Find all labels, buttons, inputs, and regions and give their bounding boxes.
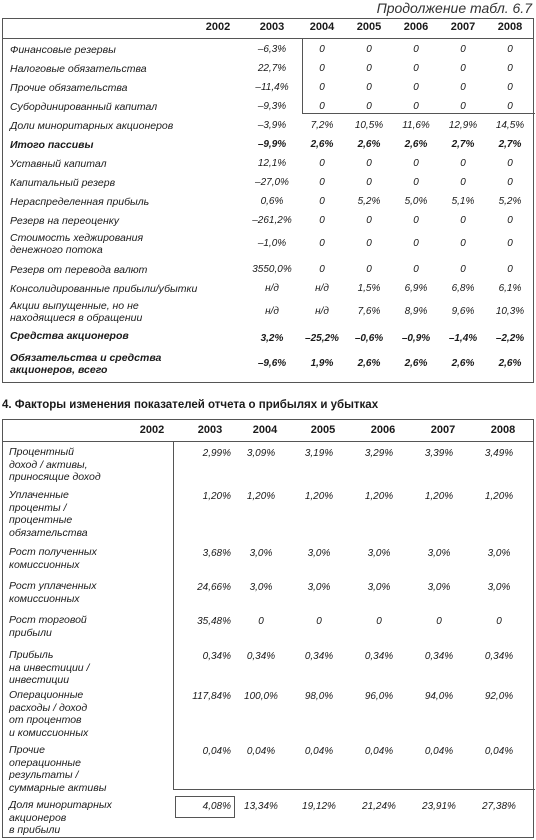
cell-value: 0 [316,616,322,627]
table-row [3,135,533,154]
cell-value: 0 [460,63,466,74]
cell-value: 1,9% [310,358,334,369]
cell-value: 3,39% [424,448,454,459]
cell-value: 3,0% [487,582,511,593]
cell-value: 0 [319,196,325,207]
cell-value: –27,0% [255,177,289,188]
balance-forecast-table [2,18,534,383]
cell-value: –0,6% [354,333,384,344]
cell-value: 12,9% [448,120,478,131]
cell-value: –3,9% [257,120,287,131]
cell-value: 21,24% [362,801,396,812]
row-label: Субординированный капитал [10,101,158,113]
cell-value: 0,6% [260,196,284,207]
cell-value: 96,0% [364,691,394,702]
row-label: Итого пассивы [10,139,94,151]
table-header [3,19,533,39]
cell-value: 1,20% [202,491,231,502]
cell-value: 0 [496,616,502,627]
row-divider [173,789,535,790]
cell-value: 5,1% [451,196,475,207]
cell-value: 0 [376,616,382,627]
row-label: Прибыль на инвестиции / инвестиции [9,649,90,686]
cell-value: 0,34% [424,651,454,662]
table-row [3,350,533,378]
cell-value: 0 [366,63,372,74]
cell-value: 13,34% [244,801,278,812]
cell-value: 0,34% [246,651,276,662]
row-label: Акции выпущенные, но не находящиеся в обращении [10,300,143,324]
cell-value: 35,48% [197,616,231,627]
cell-value: –0,9% [401,333,431,344]
table-row [3,211,533,230]
cell-value: 1,5% [357,283,381,294]
cell-value: 94,0% [424,691,454,702]
cell-value: 0 [366,44,372,55]
year-header: 2003 [197,424,223,436]
row-label: Уплаченные проценты / процентные обязательства [9,489,88,539]
table-row [3,78,533,97]
income-factors-table [2,419,534,838]
cell-value: 0 [460,238,466,249]
cell-value: 117,84% [192,691,231,702]
cell-value: 2,7% [451,139,475,150]
cell-value: –1,4% [448,333,478,344]
row-label: Финансовые резервы [10,44,116,56]
cell-value: –25,2% [305,333,339,344]
cell-value: 0 [507,158,513,169]
cell-value: 0 [319,63,325,74]
cell-value: 3,0% [367,582,391,593]
cell-value: 0 [507,101,513,112]
cell-value: 0 [366,158,372,169]
cell-value: 0 [413,215,419,226]
cell-value: 92,0% [484,691,514,702]
cell-value: 5,2% [357,196,381,207]
year-header: 2005 [310,424,336,436]
table-row [3,298,533,326]
cell-value: 3,68% [202,548,231,559]
cell-value: 1,20% [424,491,454,502]
cell-value: 0 [436,616,442,627]
cell-value: –9,6% [257,358,287,369]
table-caption: Продолжение табл. 6.7 [376,0,532,16]
row-label: Средства акционеров [10,330,129,342]
cell-value: 27,38% [482,801,516,812]
year-header: 2004 [252,424,278,436]
cell-value: 0 [413,177,419,188]
cell-value: 4,08% [202,801,231,812]
table-row [3,192,533,211]
cell-value: 0 [507,238,513,249]
cell-value: 6,9% [404,283,428,294]
cell-value: 0 [460,215,466,226]
cell-value: 3,0% [249,548,273,559]
table-row [3,97,533,116]
cell-value: 0 [413,264,419,275]
cell-value: 0 [319,101,325,112]
row-label: Уставный капитал [10,158,107,170]
year-header: 2007 [430,424,456,436]
table-header [3,420,533,442]
cell-value: 14,5% [495,120,525,131]
cell-value: 0,04% [304,746,334,757]
cell-value: 0 [366,177,372,188]
cell-value: 10,3% [495,306,525,317]
year-header: 2006 [403,21,429,33]
cell-value: 3550,0% [252,264,292,275]
cell-value: 0,04% [202,746,231,757]
cell-value: 3,19% [304,448,334,459]
cell-value: 2,7% [498,139,522,150]
cell-value: 0,04% [364,746,394,757]
cell-value: 0,04% [484,746,514,757]
cell-value: 0 [460,177,466,188]
row-label: Обязательства и средства акционеров, всего [10,352,162,376]
cell-value: 3,0% [307,548,331,559]
row-label: Капитальный резерв [10,177,116,189]
cell-value: 0 [366,264,372,275]
cell-value: 0 [319,264,325,275]
cell-value: 6,1% [498,283,522,294]
cell-value: 1,20% [364,491,394,502]
cell-value: 5,0% [404,196,428,207]
cell-value: 0 [460,82,466,93]
cell-value: н/д [315,306,329,317]
year-header: 2002 [139,424,165,436]
cell-value: –6,3% [257,44,287,55]
cell-value: 3,0% [249,582,273,593]
cell-value: 0 [413,82,419,93]
table-row [3,279,533,298]
year-header: 2007 [450,21,476,33]
cell-value: 0 [507,215,513,226]
row-label: Прочие операционные результаты / суммарные активы [9,744,107,794]
cell-value: 3,09% [246,448,276,459]
cell-value: 0 [413,44,419,55]
cell-value: 0 [507,44,513,55]
row-label: Рост полученных комиссионных [9,546,97,571]
cell-value: 0,34% [202,651,231,662]
cell-value: 0 [319,82,325,93]
year-header: 2003 [259,21,285,33]
cell-value: 2,6% [451,358,475,369]
section-title: 4. Факторы изменения показателей отчета о прибылях и убытках [2,399,379,411]
cell-value: 3,0% [427,548,451,559]
cell-value: 12,1% [257,158,287,169]
cell-value: –9,9% [257,139,287,150]
row-label: Рост уплаченных комиссионных [9,580,97,605]
cell-value: 0 [366,82,372,93]
cell-value: 0,04% [424,746,454,757]
column-divider [173,442,174,789]
cell-value: 0,34% [304,651,334,662]
cell-value: 1,20% [304,491,334,502]
table-row [3,230,533,258]
cell-value: 1,20% [484,491,514,502]
cell-value: 0 [366,215,372,226]
cell-value: 7,2% [310,120,334,131]
cell-value: 0 [460,44,466,55]
row-label: Резерв на переоценку [10,215,119,227]
cell-value: 0 [319,215,325,226]
row-label: Рост торговой прибыли [9,614,87,639]
cell-value: 22,7% [257,63,287,74]
row-label: Стоимость хеджирования денежного потока [10,232,144,256]
cell-value: 0 [413,158,419,169]
year-header: 2002 [205,21,231,33]
row-label: Прочие обязательства [10,82,128,94]
table-row [3,59,533,78]
cell-value: н/д [315,283,329,294]
cell-value: 0 [413,63,419,74]
cell-value: 0 [319,158,325,169]
cell-value: 0 [319,177,325,188]
cell-value: 1,20% [246,491,276,502]
cell-value: 3,0% [427,582,451,593]
cell-value: 0,34% [484,651,514,662]
cell-value: 0 [460,264,466,275]
cell-value: 19,12% [302,801,336,812]
cell-value: –2,2% [495,333,525,344]
cell-value: 0 [413,101,419,112]
cell-value: 98,0% [304,691,334,702]
cell-value: 6,8% [451,283,475,294]
cell-value: 0,34% [364,651,394,662]
cell-value: 7,6% [357,306,381,317]
year-header: 2005 [356,21,382,33]
cell-value: 0 [460,101,466,112]
cell-value: 3,0% [367,548,391,559]
cell-value: 0 [413,238,419,249]
cell-value: 3,0% [307,582,331,593]
cell-value: 0 [319,44,325,55]
cell-value: 8,9% [404,306,428,317]
cell-value: 3,29% [364,448,394,459]
year-header: 2006 [370,424,396,436]
row-label: Доля миноритарных акционеров в прибыли [9,799,112,836]
table-row [3,173,533,192]
cell-value: 100,0% [244,691,278,702]
table-row [3,116,533,135]
cell-value: 3,49% [484,448,514,459]
cell-value: 2,6% [404,139,428,150]
cell-value: 2,6% [310,139,334,150]
row-label: Консолидированные прибыли/убытки [10,283,198,295]
cell-value: –1,0% [257,238,287,249]
cell-value: 2,6% [404,358,428,369]
cell-value: 0 [460,158,466,169]
cell-value: 2,6% [357,139,381,150]
cell-value: –9,3% [257,101,287,112]
year-header: 2004 [309,21,335,33]
cell-value: 23,91% [422,801,456,812]
cell-value: 2,6% [498,358,522,369]
cell-value: 3,2% [260,333,284,344]
cell-value: 0 [507,82,513,93]
cell-value: 0 [507,63,513,74]
row-label: Налоговые обязательства [10,63,147,75]
cell-value: н/д [265,283,279,294]
cell-value: 5,2% [498,196,522,207]
cell-value: –261,2% [252,215,292,226]
cell-value: 10,5% [354,120,384,131]
year-header: 2008 [490,424,516,436]
table-row [3,260,533,279]
cell-value: 0 [319,238,325,249]
cell-value: 24,66% [197,582,231,593]
cell-value: 2,6% [357,358,381,369]
cell-value: 0 [507,264,513,275]
cell-value: 0 [366,101,372,112]
cell-value: 3,0% [487,548,511,559]
cell-value: 2,99% [202,448,231,459]
cell-value: 0 [507,177,513,188]
cell-value: 0 [258,616,264,627]
cell-value: –11,4% [255,82,289,93]
cell-value: 9,6% [451,306,475,317]
cell-value: 11,6% [402,120,430,131]
row-label: Доли миноритарных акционеров [10,120,174,132]
cell-value: 0,04% [246,746,276,757]
cell-value: н/д [265,306,279,317]
row-label: Резерв от перевода валют [10,264,148,276]
year-header: 2008 [497,21,523,33]
row-label: Процентный доход / активы, приносящие доход [9,446,101,483]
table-row [3,328,533,349]
table-row [3,154,533,173]
row-label: Нераспределенная прибыль [10,196,150,208]
cell-value: 0 [366,238,372,249]
row-label: Операционные расходы / доход от процентов и комиссионных [9,689,89,739]
table-row [3,40,533,59]
